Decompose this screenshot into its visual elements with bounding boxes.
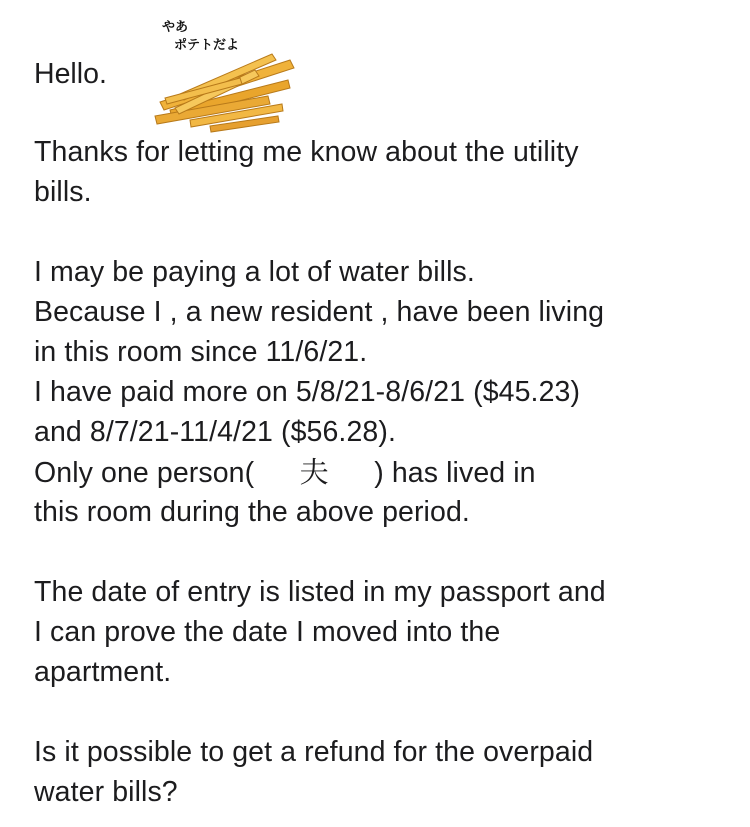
text-line: apartment. bbox=[34, 656, 172, 688]
sticker-caption-line2: ポテトだよ bbox=[174, 38, 240, 53]
paragraph-utility-thanks bbox=[34, 132, 579, 212]
text-line: in this room since 11/6/21. bbox=[34, 336, 368, 368]
text-line: I have paid more on 5/8/21-8/6/21 ($45.23) bbox=[34, 376, 581, 408]
text-line: this room during the above period. bbox=[34, 496, 470, 528]
person-suffix: ) has lived in bbox=[374, 457, 536, 489]
text-line-person bbox=[34, 452, 604, 492]
text-line: bills. bbox=[34, 176, 92, 208]
person-prefix: Only one person( bbox=[34, 457, 255, 489]
text-line: Thanks for letting me know about the utility bbox=[34, 136, 579, 168]
paragraph-passport bbox=[34, 572, 606, 692]
text-line: Because I , a new resident , have been living bbox=[34, 296, 605, 328]
sticker-caption-line1: やあ bbox=[162, 20, 189, 35]
text-line: I can prove the date I moved into the bbox=[34, 616, 501, 648]
text-line: water bills? bbox=[34, 776, 178, 808]
text-line: Is it possible to get a refund for the overpaid bbox=[34, 736, 594, 768]
greeting-text: Hello. bbox=[34, 58, 107, 90]
text-line: and 8/7/21-11/4/21 ($56.28). bbox=[34, 416, 396, 448]
text-line: The date of entry is listed in my passport and bbox=[34, 576, 606, 608]
paragraph-water-bills bbox=[34, 252, 604, 532]
french-fries-icon bbox=[150, 50, 300, 136]
husband-kanji: 夫 bbox=[299, 455, 329, 489]
paragraph-refund-question bbox=[34, 732, 593, 812]
potato-sticker bbox=[150, 12, 300, 136]
text-line: I may be paying a lot of water bills. bbox=[34, 256, 475, 288]
